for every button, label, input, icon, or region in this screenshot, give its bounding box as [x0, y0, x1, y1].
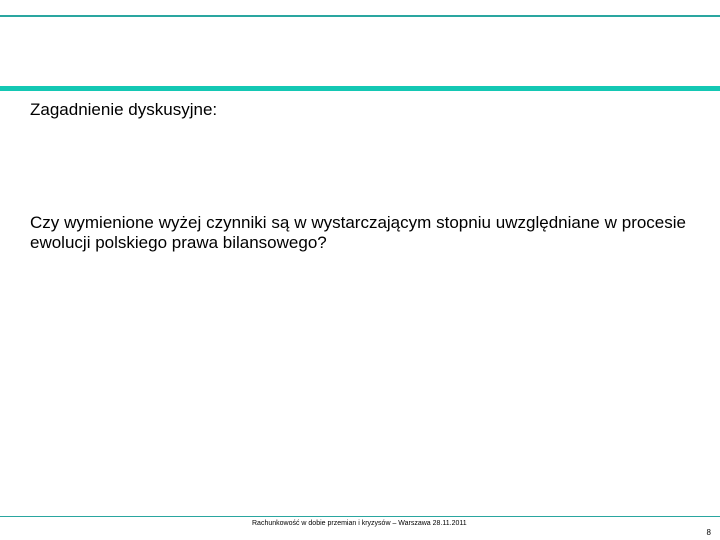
- footer-caption: Rachunkowość w dobie przemian i kryzysów – Warszawa 28.11.2011: [252, 520, 467, 527]
- top-accent-bar: [0, 86, 720, 91]
- top-thin-divider: [0, 15, 720, 17]
- footer-divider: [0, 516, 720, 517]
- page-number: 8: [706, 528, 711, 537]
- slide-heading: Zagadnienie dyskusyjne:: [30, 100, 218, 119]
- discussion-question: Czy wymienione wyżej czynniki są w wystarczającym stopniu uwzględniane w procesie ewolucji polskiego prawa bilansowego?: [30, 213, 686, 252]
